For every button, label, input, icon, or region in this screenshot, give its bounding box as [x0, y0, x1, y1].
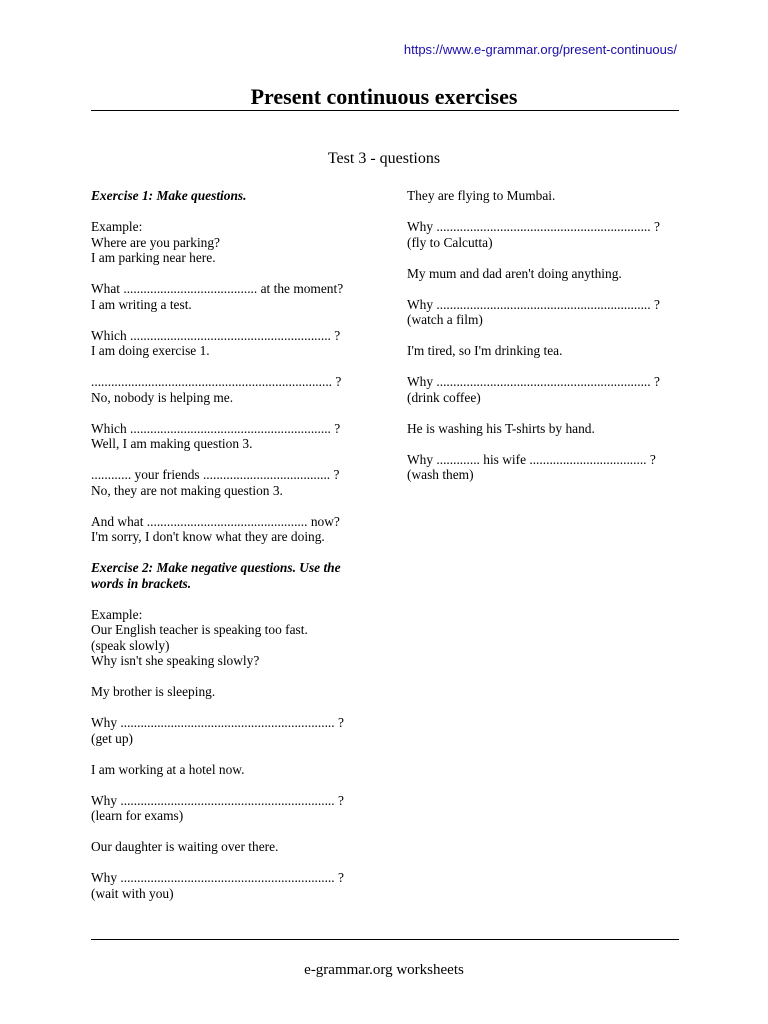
exercise-line: He is washing his T-shirts by hand. — [407, 420, 595, 436]
exercise-item — [91, 793, 366, 824]
exercise-line: (get up) — [91, 730, 134, 746]
exercise-line: I am doing exercise 1. — [91, 343, 210, 358]
exercise-line: Why ................................................................ ? — [407, 374, 660, 389]
exercise-line: They are flying to Mumbai. — [407, 188, 556, 203]
heading-text: Exercise 2: Make negative questions. Use the words in brackets. — [91, 560, 341, 591]
exercise-line: Example: — [91, 606, 143, 622]
source-url-link[interactable]: https://www.e-grammar.org/present-continuous/ — [403, 42, 677, 57]
exercise-item — [91, 467, 366, 498]
exercise-line: I'm sorry, I don't know what they are doing. — [91, 529, 325, 544]
exercise-line: Why ............. his wife ................................... ? — [407, 451, 656, 467]
page-title: Present continuous exercises — [250, 84, 518, 109]
exercise-item — [91, 219, 366, 266]
exercise-item — [407, 219, 682, 250]
exercise-line: Well, I am making question 3. — [91, 436, 253, 451]
exercise-item — [407, 421, 682, 437]
exercise-line: ............ your friends ...................................... ? — [91, 467, 340, 482]
bottom-divider — [91, 939, 679, 940]
exercise-line: Why ................................................................ ? — [91, 870, 344, 885]
exercise-line: (learn for exams) — [91, 808, 184, 823]
exercise-line: Example: — [91, 219, 143, 234]
exercise-line: (fly to Calcutta) — [407, 234, 493, 250]
test-subtitle: Test 3 - questions — [327, 150, 441, 167]
exercise-line: Our daughter is waiting over there. — [91, 839, 279, 854]
exercise-line: ........................................................................ ? — [91, 374, 342, 389]
exercise-line: Why ................................................................ ? — [91, 792, 344, 808]
exercise-line: Why isn't she speaking slowly? — [91, 653, 260, 668]
exercise-item — [91, 607, 366, 669]
exercise-line: Why ................................................................ ? — [407, 219, 660, 234]
exercise-item — [91, 328, 366, 359]
right-column — [407, 188, 682, 498]
exercise-line: Why ................................................................ ? — [407, 296, 660, 312]
exercise-line: (wash them) — [407, 467, 474, 482]
exercise-line: No, they are not making question 3. — [91, 482, 283, 498]
exercise-item — [91, 715, 366, 746]
exercise-item — [91, 762, 366, 778]
exercise-line: I am writing a test. — [91, 296, 192, 312]
exercise-item — [91, 374, 366, 405]
exercise-item — [407, 188, 682, 204]
exercise-item — [407, 374, 682, 405]
exercise-line: (drink coffee) — [407, 389, 481, 405]
exercise-line: What ........................................ at the moment? — [91, 281, 344, 296]
exercise-heading — [91, 188, 366, 204]
exercise-line: I'm tired, so I'm drinking tea. — [407, 343, 563, 358]
exercise-heading — [91, 560, 366, 591]
exercise-line: Which ............................................................ ? — [91, 327, 341, 343]
top-divider — [91, 110, 679, 111]
exercise-line: (speak slowly) — [91, 637, 170, 653]
exercise-item — [407, 266, 682, 282]
exercise-line: Why ................................................................ ? — [91, 715, 344, 730]
exercise-line: My brother is sleeping. — [91, 684, 216, 699]
exercise-line: Which ............................................................ ? — [91, 420, 341, 436]
exercise-line: Where are you parking? — [91, 234, 221, 250]
footer-text: e-grammar.org worksheets — [304, 962, 464, 978]
exercise-line: Our English teacher is speaking too fast. — [91, 622, 308, 637]
exercise-item — [91, 421, 366, 452]
exercise-line: (watch a film) — [407, 312, 483, 327]
exercise-line: I am parking near here. — [91, 250, 216, 265]
heading-text: Exercise 1: Make questions. — [91, 188, 247, 203]
exercise-item — [91, 281, 366, 312]
exercise-item — [407, 297, 682, 328]
exercise-line: I am working at a hotel now. — [91, 761, 245, 777]
exercise-item — [91, 514, 366, 545]
exercise-line: (wait with you) — [91, 885, 174, 901]
left-column — [91, 188, 366, 917]
exercise-item — [91, 870, 366, 901]
exercise-line: And what ................................................ now? — [91, 513, 340, 529]
exercise-line: My mum and dad aren't doing anything. — [407, 265, 622, 281]
exercise-item — [91, 839, 366, 855]
exercise-line: No, nobody is helping me. — [91, 389, 234, 405]
exercise-item — [407, 452, 682, 483]
exercise-item — [91, 684, 366, 700]
exercise-item — [407, 343, 682, 359]
